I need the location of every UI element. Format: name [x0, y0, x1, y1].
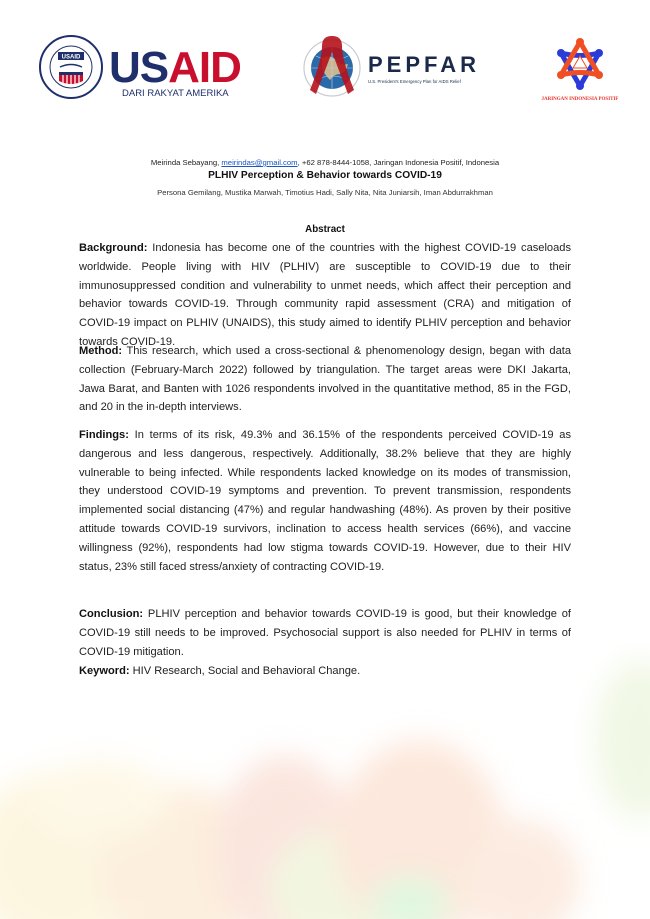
- svg-text:DARI RAKYAT AMERIKA: DARI RAKYAT AMERIKA: [122, 88, 229, 99]
- section-text: This research, which used a cross-sectional & phenomenology design, began with data collection (February-March 2022) followed by triangulation. The target areas were DKI Jakarta, Jawa Barat, and Banten with 1026 respondents involved in the quantitative method, 85 in the FGD, and 20 in the in-depth interviews.: [79, 345, 571, 414]
- section-label: Keyword:: [79, 665, 130, 677]
- section-keyword: [79, 662, 571, 681]
- svg-text:USAID: USAID: [109, 43, 241, 92]
- pepfar-globe-icon: [304, 36, 360, 96]
- section-label: Conclusion:: [79, 608, 144, 620]
- abstract-heading: Abstract: [305, 224, 345, 235]
- usaid-logo: [38, 30, 253, 105]
- section-findings: [79, 426, 571, 576]
- logo-bar: [0, 0, 650, 115]
- paper-title: PLHIV Perception & Behavior towards COVID-19: [208, 170, 442, 181]
- contact-email-link[interactable]: meirindas@gmail.com: [221, 158, 298, 167]
- svg-text:USAID: USAID: [61, 54, 81, 61]
- section-conclusion: [79, 605, 571, 661]
- jip-people-circle-icon: [557, 38, 603, 90]
- section-text: In terms of its risk, 49.3% and 36.15% of the respondents perceived COVID-19 as dangerous and less dangerous, respectively. Additionally, 38.2% believe that they are highly vulnerable to being infected. While respondents lacked knowledge on its modes of transmission, they understood COVID-19 symptoms and prevention. To prevent transmission, respondents implemented social distancing (47%) and regular handwashing (48%). As proven by their positive attitude towards COVID-19 survivors, inclination to access health services (66%), and vaccine willingness (92%), respondents had low stigma towards COVID-19. However, due to their HIV status, 23% still faced stress/anxiety of contracting COVID-19.: [79, 429, 571, 573]
- pepfar-logo: [300, 28, 480, 103]
- section-method: [79, 342, 571, 417]
- contact-name: Meirinda Sebayang,: [150, 158, 222, 167]
- section-label: Background:: [79, 242, 148, 254]
- svg-text:U.S. President's Emergency Pla: U.S. President's Emergency Plan for AIDS Relief: [368, 79, 461, 84]
- section-text: Indonesia has become one of the countries with the highest COVID-19 caseloads worldwide. People living with HIV (PLHIV) are susceptible to COVID-19 due to their immunosuppressed condition and vulnerability to unmet needs, which affect their perception and behavior towards COVID-19. Through community rapid assessment (CRA) and mitigation of COVID-19 impact on PLHIV (UNAIDS), this study aimed to identify PLHIV perception and behavior towards COVID-19.: [79, 242, 571, 348]
- section-label: Findings:: [79, 429, 129, 441]
- usaid-seal-icon: [40, 36, 102, 98]
- jaringan-indonesia-positif-logo: [530, 28, 630, 106]
- section-text: HIV Research, Social and Behavioral Change.: [129, 665, 361, 677]
- contact-details: , +62 878-8444-1058, Jaringan Indonesia Positif, Indonesia: [297, 158, 500, 167]
- section-background: [79, 239, 571, 352]
- contact-line: [0, 158, 650, 167]
- svg-text:PEPFAR: PEPFAR: [368, 52, 480, 77]
- svg-text:JARINGAN INDONESIA POSITIF: JARINGAN INDONESIA POSITIF: [541, 97, 619, 102]
- section-text: PLHIV perception and behavior towards COVID-19 is good, but their knowledge of COVID-19 still needs to be improved. Psychosocial support is also needed for PLHIV in terms of COVID-19 mitigation.: [79, 608, 571, 658]
- author-list: Persona Gemilang, Mustika Marwah, Timotius Hadi, Sally Nita, Nita Juniarsih, Iman Abdurrakhman: [157, 188, 493, 197]
- section-label: Method:: [79, 345, 123, 357]
